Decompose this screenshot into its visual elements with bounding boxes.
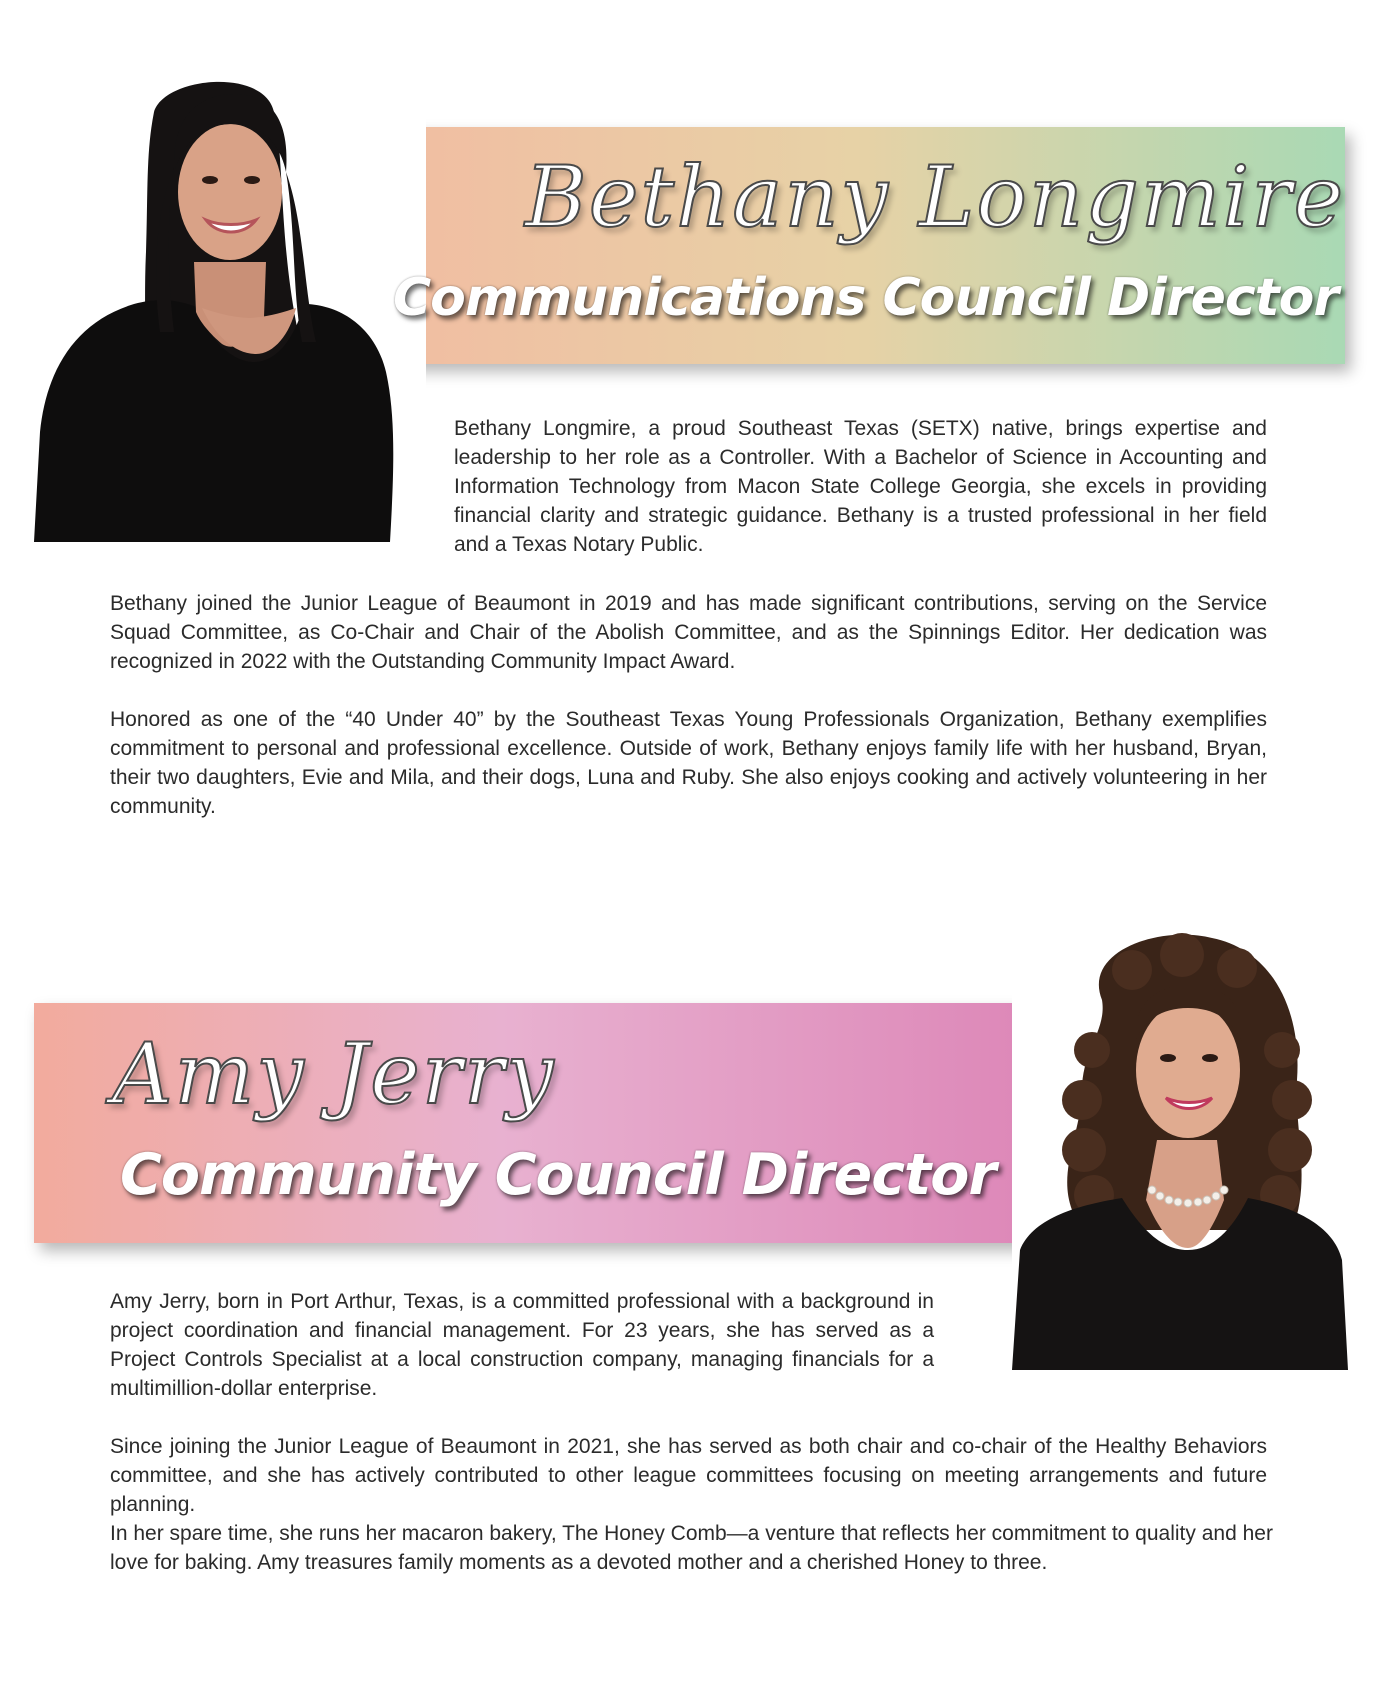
bio-paragraph: Amy Jerry, born in Port Arthur, Texas, is a committed professional with a background in project coordination and financial management. For 23 years, she has served as a Project Controls Specialist at a local construction company, managing financials for a multimillion-dollar enterprise. — [110, 1290, 934, 1400]
profile-name-script: Bethany Longmire — [525, 148, 1346, 246]
portrait-bethany-illustration — [34, 72, 426, 542]
bio-paragraph: Since joining the Junior League of Beaumont in 2021, she has served as both chair and co-chair of the Healthy Behaviors committee, and she has actively contributed to other league committees focusing on meeting arrangements and future planning. — [110, 1435, 1267, 1516]
bio-paragraph: Bethany Longmire, a proud Southeast Texas (SETX) native, brings expertise and leadership to her role as a Controller. With a Bachelor of Science in Accounting and Information Technology from Macon State College Georgia, she excels in providing financial clarity and strategic guidance. Bethany is a trusted professional in her field and a Texas Notary Public. — [454, 417, 1267, 556]
portrait-amy-photo — [1012, 930, 1348, 1370]
profile-role-title: Community Council Director — [120, 1142, 996, 1208]
profile-role-title: Communications Council Director — [393, 268, 1338, 328]
portrait-amy-illustration — [1012, 930, 1348, 1370]
portrait-bethany-photo — [34, 72, 426, 542]
bio-paragraph: Honored as one of the “40 Under 40” by the Southeast Texas Young Professionals Organization, Bethany exemplifies commitment to personal and professional excellence. Outside of work, Bethany enjoys family life with her husband, Bryan, their two daughters, Evie and Mila, and their dogs, Luna and Ruby. She also enjoys cooking and actively volunteering in her community. — [110, 708, 1267, 818]
bio-paragraph: In her spare time, she runs her macaron bakery, The Honey Comb—a venture that reflects her commitment to quality and her love for baking. Amy treasures family moments as a devoted mother and a cherished Honey to three. — [110, 1522, 1273, 1574]
profile-name-script: Amy Jerry — [112, 1025, 556, 1123]
bio-paragraph: Bethany joined the Junior League of Beaumont in 2019 and has made significant contributions, serving on the Service Squad Committee, as Co-Chair and Chair of the Abolish Committee, and as the Spinnings Editor. Her dedication was recognized in 2022 with the Outstanding Community Impact Award. — [110, 592, 1267, 673]
